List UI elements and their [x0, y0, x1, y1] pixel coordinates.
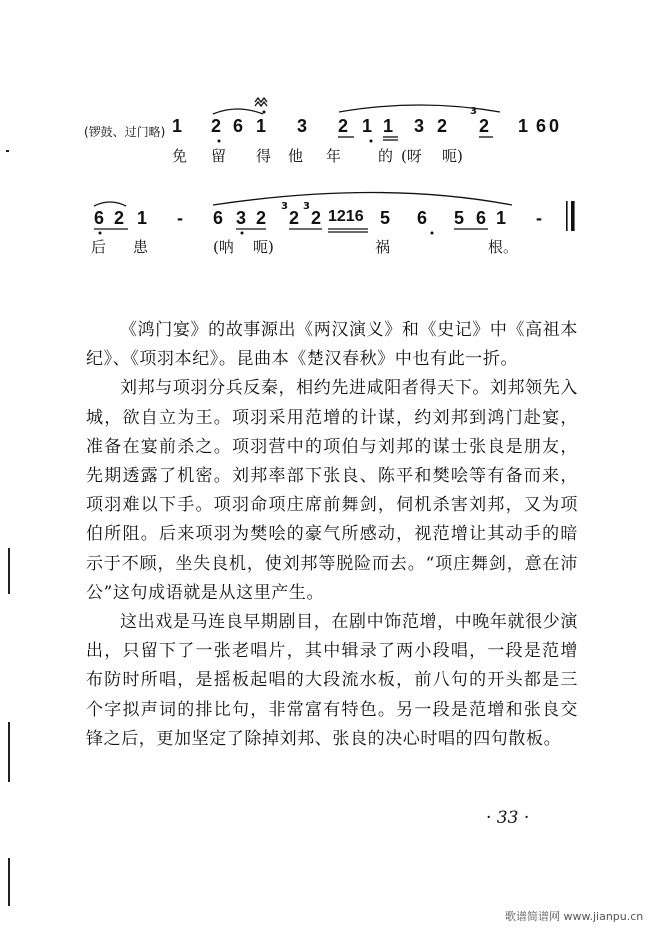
lyric: 留	[211, 147, 227, 165]
lyric: 免	[172, 147, 188, 165]
score-line1-label: (锣鼓、过门略)	[84, 125, 166, 139]
margin-mark	[8, 858, 10, 906]
lyric: 呃)	[442, 147, 463, 165]
paragraph: 这出戏是马连良早期剧目，在剧中饰范增，中晚年就很少演出，只留下了一张老唱片，其中辑录了两小段唱，一段是范增布防时所唱，是摇板起唱的大段流水板，前八句的开头都是三个字拟声词的排比句，非常富有特色。另一段是范增和张良交锋之后，更加坚定了除掉刘邦、张良的决心时唱的四句散板。	[86, 612, 578, 749]
note: 6	[94, 208, 105, 228]
note: 2	[114, 208, 125, 228]
lyric: (呐	[213, 238, 234, 256]
lyric: 得	[256, 147, 272, 165]
note: 3	[297, 116, 308, 136]
note: 3	[414, 116, 425, 136]
final-barline	[566, 201, 568, 231]
note: 6	[233, 116, 244, 136]
note: 5	[454, 208, 465, 228]
lyric: (呀	[401, 147, 422, 165]
grace-note: 3	[281, 201, 288, 212]
lyric: 祸	[375, 238, 391, 256]
lyric: 后	[91, 238, 107, 256]
margin-mark	[6, 150, 9, 152]
note: 3	[236, 208, 247, 228]
slur	[94, 202, 126, 206]
final-barline-thick	[571, 201, 575, 231]
note: 2	[479, 116, 490, 136]
note: 1	[496, 208, 507, 228]
lyric: 呃)	[253, 238, 274, 256]
note: 2	[289, 208, 300, 228]
body-text	[86, 316, 578, 754]
slur	[339, 105, 500, 112]
note: 1	[383, 116, 394, 136]
slur	[213, 193, 512, 206]
note: 1216	[328, 208, 364, 225]
lyric: 根。	[488, 238, 519, 256]
score-decorations	[0, 0, 655, 300]
margin-mark	[8, 548, 10, 594]
margin-mark	[8, 722, 10, 782]
note: -	[177, 208, 183, 228]
note: 1	[362, 116, 373, 136]
paragraph: 《鸿门宴》的故事源出《两汉演义》和《史记》中《高祖本纪》、《项羽本纪》。昆曲本《楚汉春秋》中也有此一折。	[86, 320, 578, 370]
note: -	[536, 208, 542, 228]
note: 2	[437, 116, 448, 136]
page-number: · 33 ·	[486, 808, 530, 828]
lyric: 患	[133, 238, 149, 256]
note: 5	[380, 208, 391, 228]
note: 2	[311, 208, 322, 228]
slur	[213, 109, 263, 114]
mordent	[255, 98, 267, 106]
note: 6	[476, 208, 487, 228]
lyric: 他	[288, 147, 304, 165]
note: 6	[417, 208, 428, 228]
note: 2	[211, 116, 222, 136]
grace-note: 3	[303, 201, 310, 212]
note: 2	[256, 208, 267, 228]
note: 1	[172, 116, 183, 136]
lyric: 年	[326, 147, 342, 165]
note: 1	[518, 116, 529, 136]
note: 6	[213, 208, 224, 228]
paragraph: 刘邦与项羽分兵反秦，相约先进咸阳者得天下。刘邦领先入城，欲自立为王。项羽采用范增的计谋，约刘邦到鸿门赴宴，准备在宴前杀之。项羽营中的项伯与刘邦的谋士张良是朋友，先期透露了机密。刘邦率部下张良、陈平和樊哙等有备而来，项羽难以下手。项羽命项庄席前舞剑，伺机杀害刘邦，又为项伯所阻。后来项羽为樊哙的豪气所感动，视范增让其动手的暗示于不顾，坐失良机，使刘邦等脱险而去。“项庄舞剑，意在沛公”这句成语就是从这里产生。	[86, 378, 578, 603]
note: 2	[338, 116, 349, 136]
lyric: 的	[378, 147, 394, 165]
note: 6 0	[536, 116, 559, 136]
note: 1	[256, 116, 267, 136]
grace-note: 3	[470, 106, 477, 117]
note: 1	[137, 208, 148, 228]
watermark: 歌谱简谱网 www.jianpu.cn	[505, 910, 644, 923]
